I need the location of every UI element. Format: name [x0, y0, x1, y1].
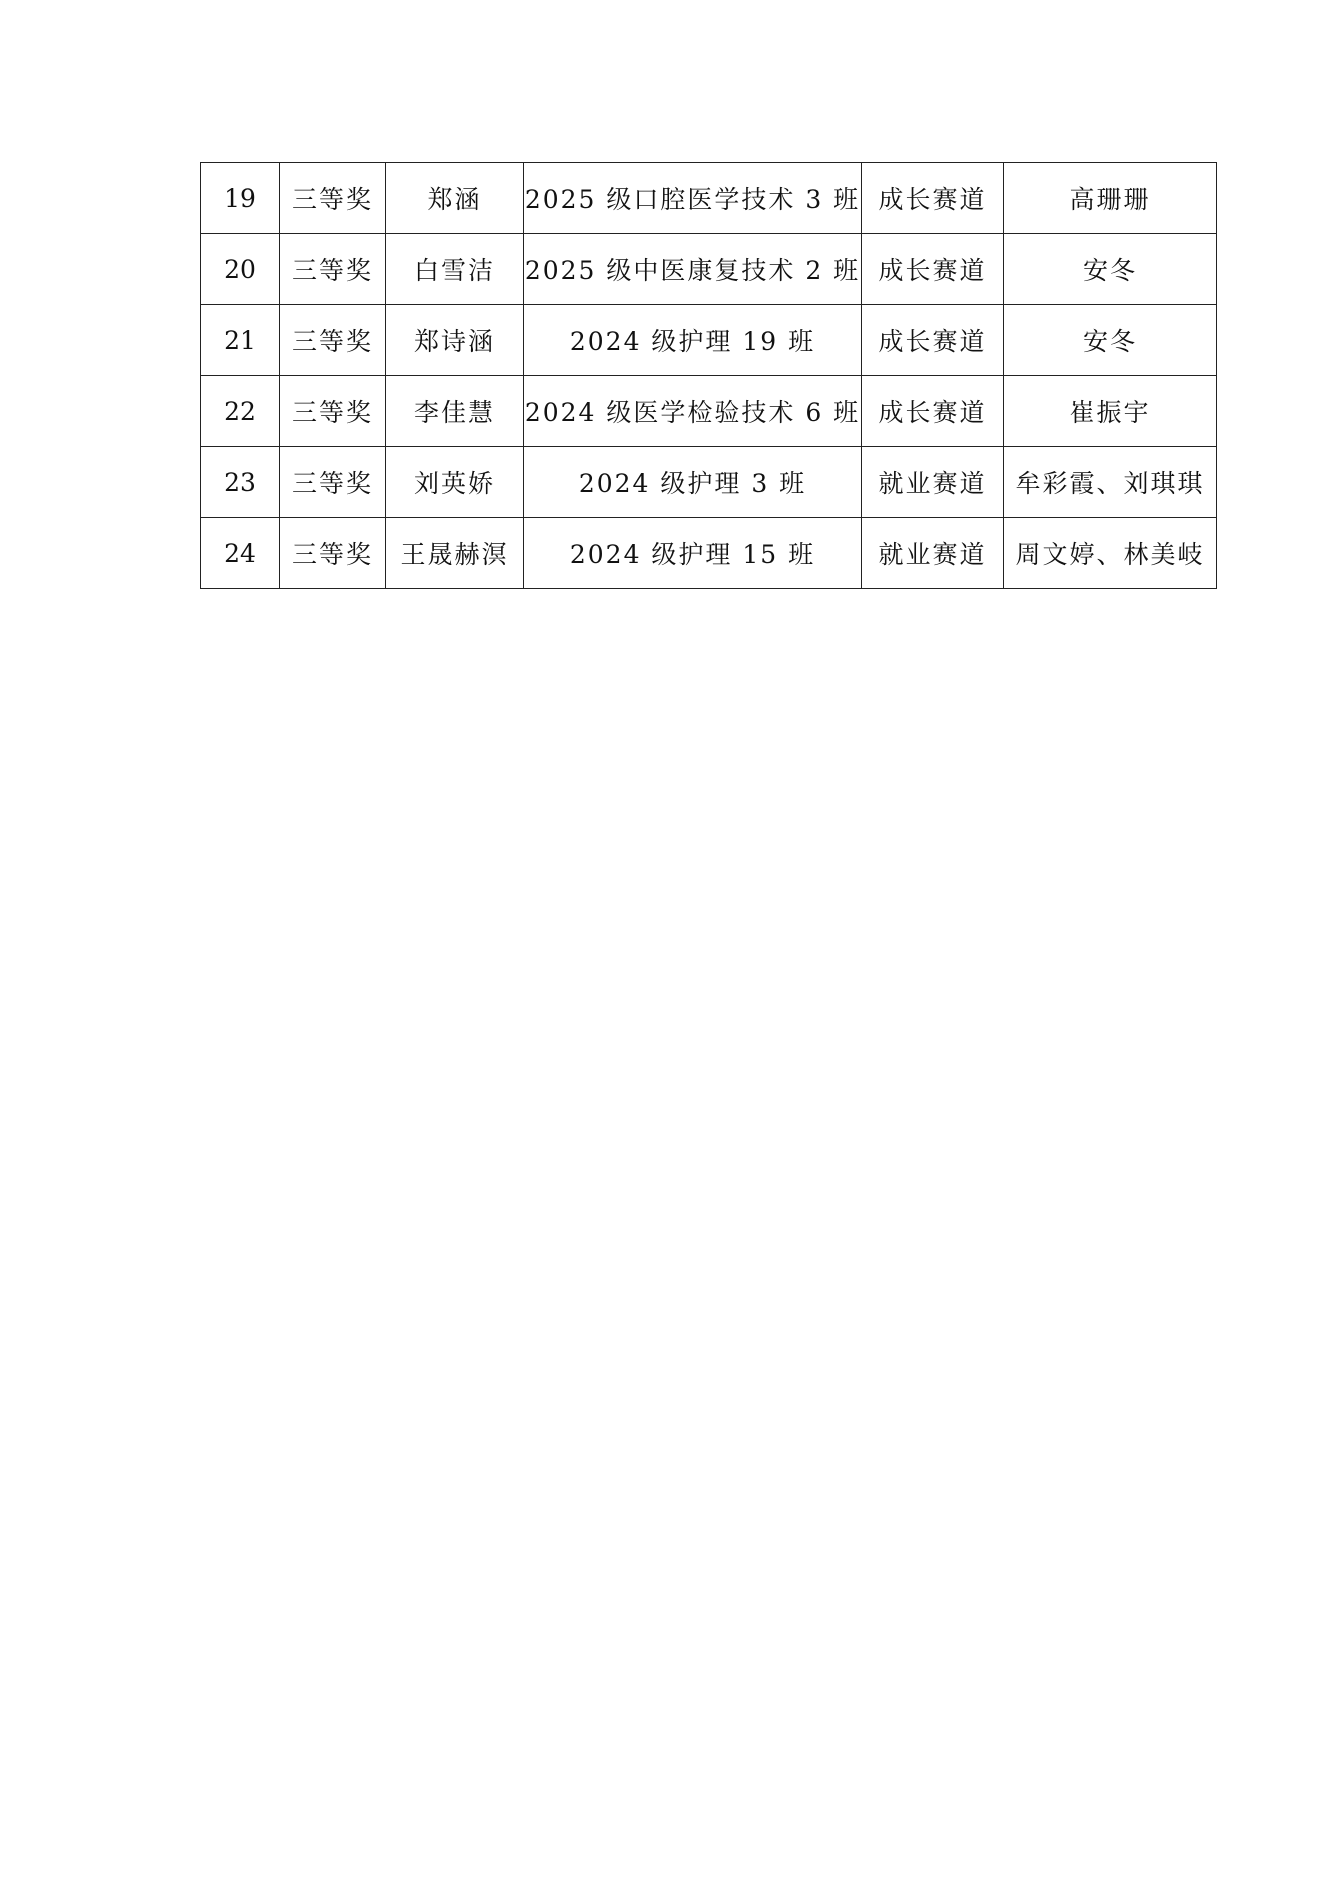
award-level: 三等奖: [280, 163, 386, 234]
award-level: 三等奖: [280, 518, 386, 589]
class-name: 2024 级护理 15 班: [524, 518, 862, 589]
competition-track: 成长赛道: [862, 163, 1004, 234]
student-name: 郑涵: [386, 163, 524, 234]
row-number: 22: [201, 376, 280, 447]
award-level: 三等奖: [280, 376, 386, 447]
student-name: 白雪洁: [386, 234, 524, 305]
advisor-name: 牟彩霞、刘琪琪: [1004, 447, 1217, 518]
table-row: [201, 447, 1217, 518]
competition-track: 成长赛道: [862, 376, 1004, 447]
student-name: 刘英娇: [386, 447, 524, 518]
row-number: 24: [201, 518, 280, 589]
class-name: 2025 级中医康复技术 2 班: [524, 234, 862, 305]
class-name: 2024 级护理 19 班: [524, 305, 862, 376]
awards-table: [200, 162, 1217, 589]
table-row: [201, 234, 1217, 305]
award-level: 三等奖: [280, 234, 386, 305]
row-number: 21: [201, 305, 280, 376]
competition-track: 就业赛道: [862, 518, 1004, 589]
table-row: [201, 518, 1217, 589]
student-name: 郑诗涵: [386, 305, 524, 376]
student-name: 王晟赫溟: [386, 518, 524, 589]
class-name: 2024 级医学检验技术 6 班: [524, 376, 862, 447]
table-row: [201, 376, 1217, 447]
class-name: 2025 级口腔医学技术 3 班: [524, 163, 862, 234]
row-number: 19: [201, 163, 280, 234]
table-row: [201, 163, 1217, 234]
competition-track: 成长赛道: [862, 234, 1004, 305]
competition-track: 成长赛道: [862, 305, 1004, 376]
advisor-name: 周文婷、林美岐: [1004, 518, 1217, 589]
row-number: 20: [201, 234, 280, 305]
advisor-name: 安冬: [1004, 305, 1217, 376]
row-number: 23: [201, 447, 280, 518]
advisor-name: 安冬: [1004, 234, 1217, 305]
award-level: 三等奖: [280, 447, 386, 518]
advisor-name: 高珊珊: [1004, 163, 1217, 234]
competition-track: 就业赛道: [862, 447, 1004, 518]
advisor-name: 崔振宇: [1004, 376, 1217, 447]
table-row: [201, 305, 1217, 376]
class-name: 2024 级护理 3 班: [524, 447, 862, 518]
student-name: 李佳慧: [386, 376, 524, 447]
award-level: 三等奖: [280, 305, 386, 376]
